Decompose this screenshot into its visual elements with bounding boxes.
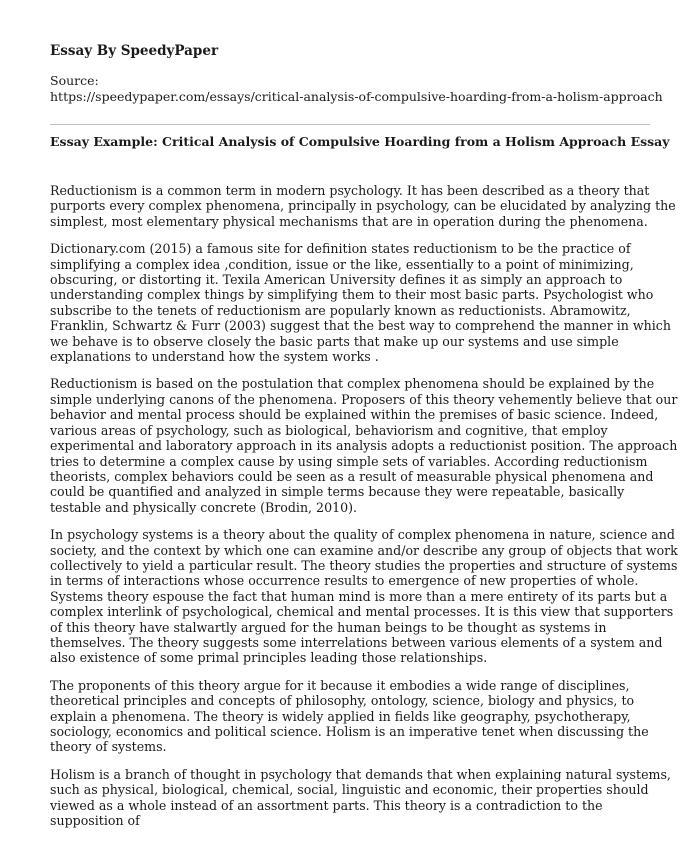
paragraph: The proponents of this theory argue for it because it embodies a wide range of disciplines, theoretical principles and concepts of philosophy, ontology, science, biology and physics, to explain a phenomena. The theory is widely applied in fields like geography, psychotherapy, sociology, economics and political science. Holism is an imperative tenet when discussing the theory of systems. [50,677,649,755]
paragraph: Dictionary.com (2015) a famous site for definition states reductionism to be the practice of simplifying a complex idea ,condition, issue or the like, essentially to a point of minimizing, obscuring, or distorting it. Texila American University defines it as simply an approach to understanding complex things by simplifying them to their most basic parts. Psychologist who subscribe to the tenets of reductionism are popularly known as reductionists. Abramowitz, Franklin, Schwartz & Furr (2003) suggest that the best way to comprehend the manner in which we behave is to observe closely the basic parts that make up our systems and use simple explanations to understand how the system works . [50,241,671,365]
essay-body [50,183,678,840]
source-url: https://speedypaper.com/essays/critical-analysis-of-compulsive-hoarding-from-a-holism-approach [50,89,663,104]
divider [50,124,650,125]
essay-title: Essay Example: Critical Analysis of Compulsive Hoarding from a Holism Approach Essay [50,134,670,149]
source-label: Source: [50,73,99,88]
paragraph: Reductionism is based on the postulation that complex phenomena should be explained by the simple underlying canons of the phenomena. Proposers of this theory vehemently believe that our behavior and mental process should be explained within the premises of basic science. Indeed, various areas of psychology, such as biological, behaviorism and cognitive, that employ experimental and laboratory approach in its analysis adopts a reductionist position. The approach tries to determine a complex cause by using simple sets of variables. According reductionism theorists, complex behaviors could be seen as a result of measurable physical phenomena and could be quantified and analyzed in simple terms because they were repeatable, basically testable and physically concrete (Brodin, 2010). [50,376,678,515]
site-title: Essay By SpeedyPaper [50,43,219,59]
paragraph: In psychology systems is a theory about the quality of complex phenomena in nature, science and society, and the context by which one can examine and/or describe any group of objects that work collectively to yield a particular result. The theory studies the properties and structure of systems in terms of interactions whose occurrence results to emergence of new properties of whole. Systems theory espouse the fact that human mind is more than a mere entirety of its parts but a complex interlink of psychological, chemical and mental processes. It is this view that supporters of this theory have stalwartly argued for the human beings to be thought as systems in themselves. The theory suggests some interrelations between various elements of a system and also existence of some primal principles leading those relationships. [50,527,678,666]
paragraph: Reductionism is a common term in modern psychology. It has been described as a theory that purports every complex phenomena, principally in psychology, can be elucidated by analyzing the simplest, most elementary physical mechanisms that are in operation during the phenomena. [50,183,676,229]
paragraph: Holism is a branch of thought in psychology that demands that when explaining natural systems, such as physical, biological, chemical, social, linguistic and economic, their properties should viewed as a whole instead of an assortment parts. This theory is a contradiction to the supposition of [50,766,671,829]
